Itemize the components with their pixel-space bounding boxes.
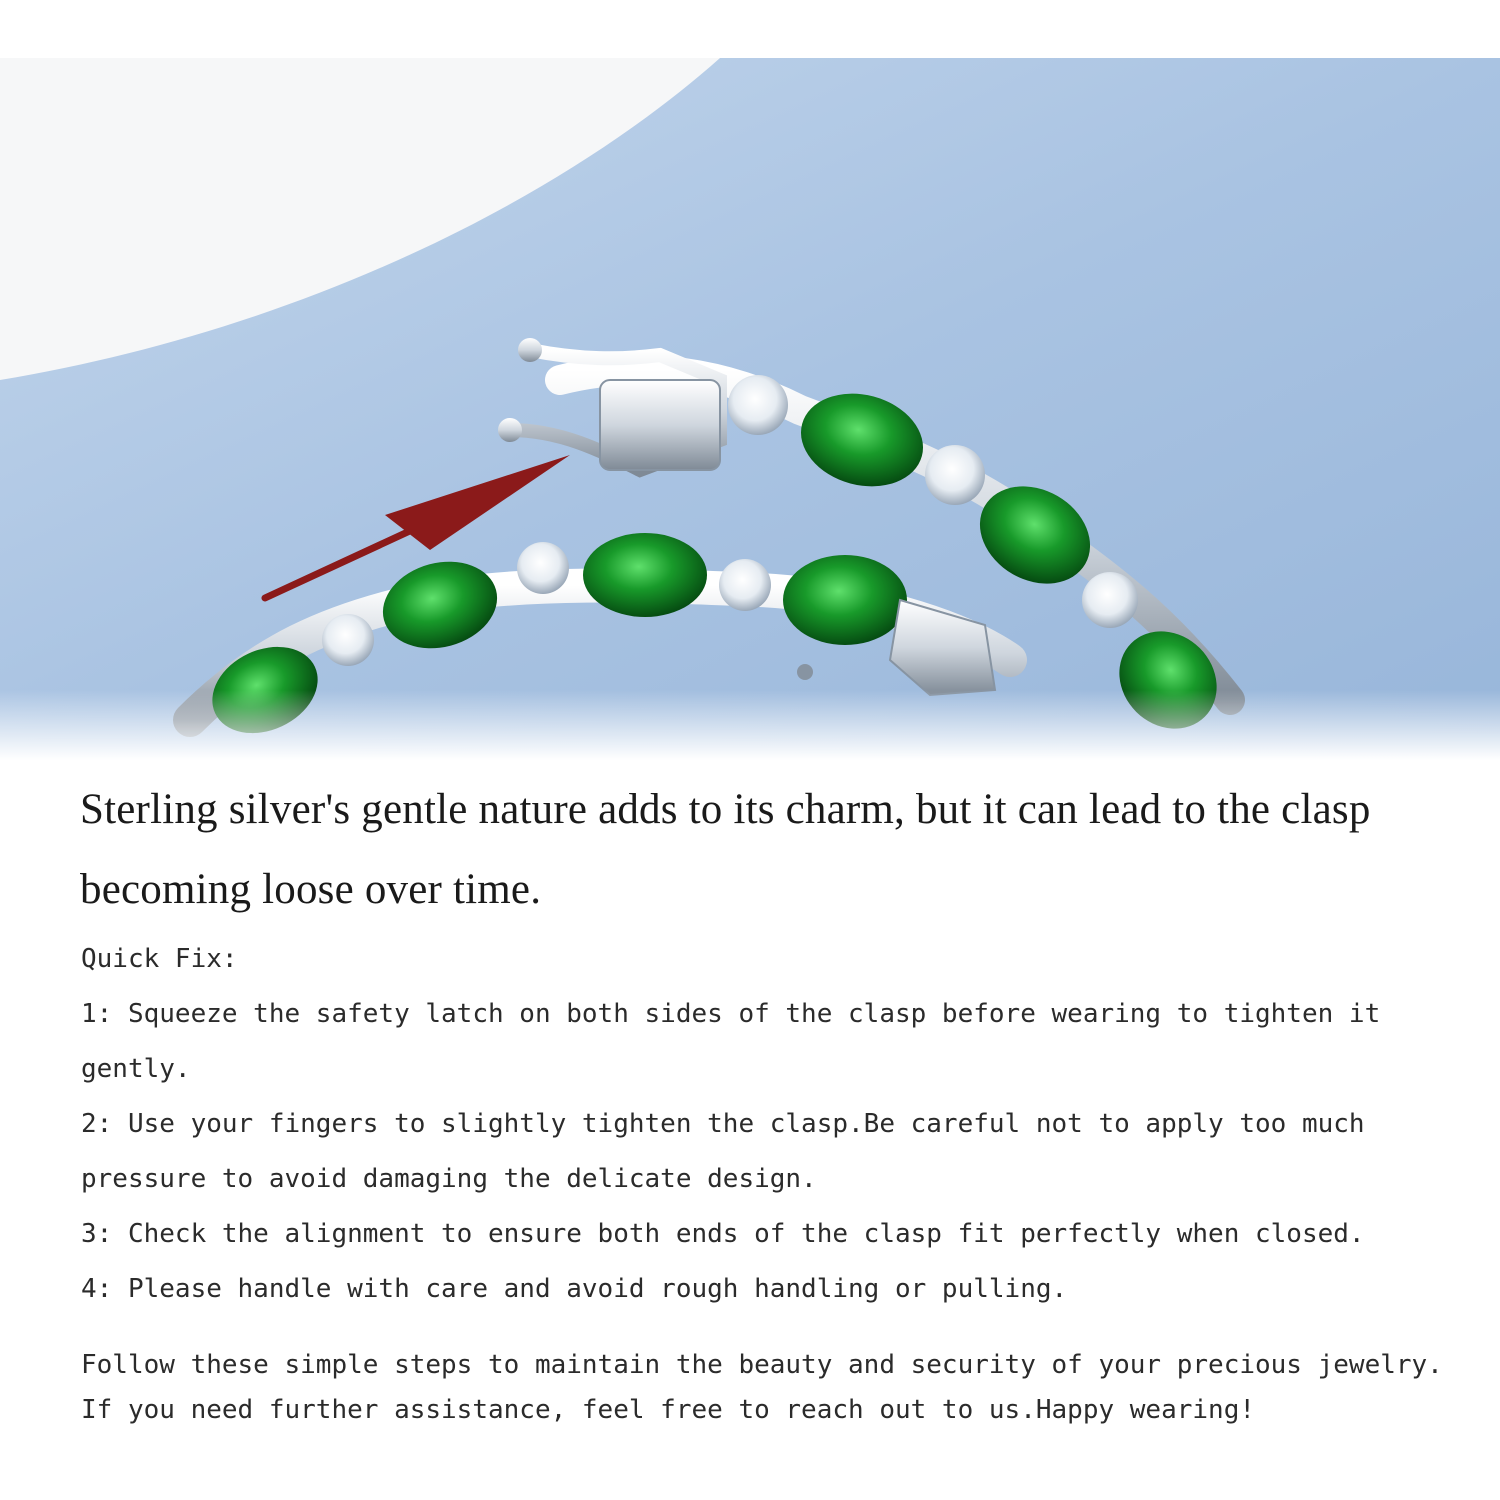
diamond-stone: [925, 445, 985, 505]
emerald-stone: [583, 533, 707, 617]
diamond-stone: [322, 614, 374, 666]
headline: Sterling silver's gentle nature adds to its charm, but it can lead to the clasp becoming loose over time.: [80, 786, 1371, 913]
care-instructions: [81, 932, 1481, 1433]
diamond-stone: [719, 559, 771, 611]
quick-fix-step: 2: Use your fingers to slightly tighten the clasp.Be careful not to apply too much pressure to avoid damaging the delicate design.: [81, 1109, 1365, 1194]
quick-fix-steps: [81, 987, 1481, 1317]
diamond-stone: [728, 375, 788, 435]
closing-line: Follow these simple steps to maintain the beauty and security of your precious jewelry.: [81, 1350, 1443, 1380]
diamond-stone: [517, 542, 569, 594]
diamond-stone: [1082, 572, 1138, 628]
quick-fix-step: 4: Please handle with care and avoid rough handling or pulling.: [81, 1274, 1068, 1304]
quick-fix-step: 3: Check the alignment to ensure both ends of the clasp fit perfectly when closed.: [81, 1219, 1365, 1249]
emerald-stone: [783, 555, 907, 645]
photo-fade: [0, 690, 1500, 760]
quick-fix-step: 1: Squeeze the safety latch on both sides of the clasp before wearing to tighten it gently.: [81, 999, 1381, 1084]
closing-line: If you need further assistance, feel free to reach out to us.Happy wearing!: [81, 1395, 1255, 1425]
quick-fix-title: Quick Fix:: [81, 944, 238, 974]
closing-message: [81, 1343, 1481, 1433]
